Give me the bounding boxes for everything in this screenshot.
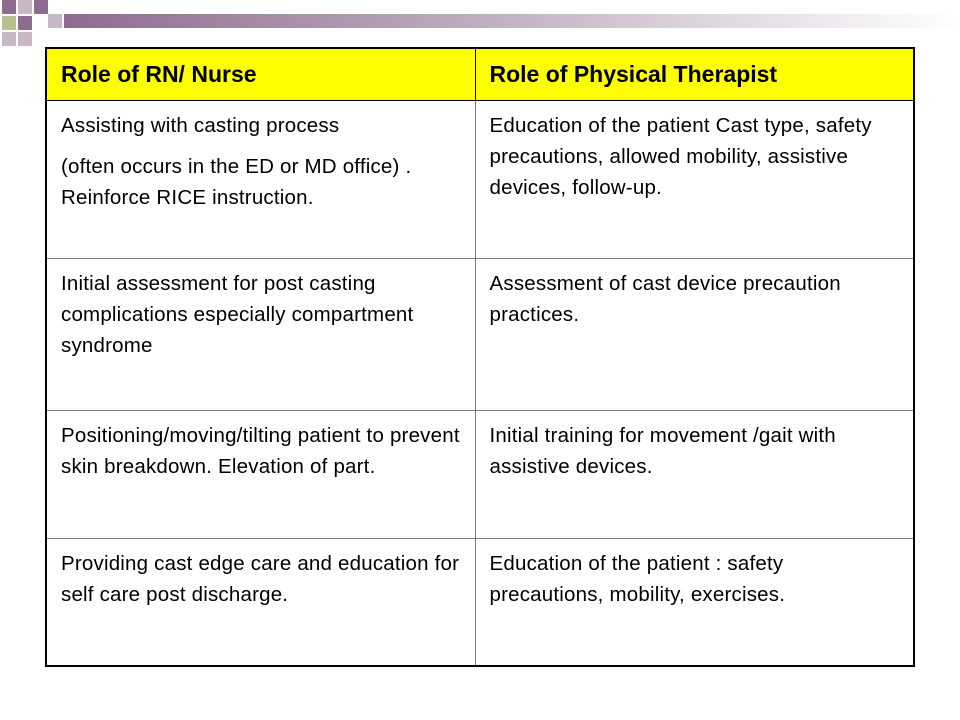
pt-cell [475, 539, 914, 667]
cell-text: Initial training for movement /gait with assistive devices. [489, 424, 836, 478]
nurse-cell [46, 101, 475, 259]
decor-square [34, 0, 48, 14]
cell-text: Education of the patient Cast type, safety precautions, allowed mobility, assistive devices, follow-up. [489, 114, 872, 199]
table-row [46, 259, 914, 411]
decor-square [2, 16, 16, 30]
nurse-cell [46, 539, 475, 667]
cell-text: Assessment of cast device precaution practices. [489, 272, 841, 326]
cell-text: Assisting with casting process [61, 114, 340, 137]
decor-square [2, 0, 16, 14]
pt-cell [475, 101, 914, 259]
nurse-cell [46, 411, 475, 539]
roles-comparison-table [45, 47, 915, 667]
title-accent-bar [64, 14, 960, 28]
pt-cell [475, 259, 914, 411]
cell-text: Providing cast edge care and education for self care post discharge. [61, 552, 460, 606]
header-nurse-role: Role of RN/ Nurse [46, 48, 475, 101]
cell-text: Initial assessment for post casting complications especially compartment syndrome [61, 272, 414, 357]
table-row [46, 539, 914, 667]
decor-square [18, 32, 32, 46]
decor-square [2, 32, 16, 46]
decor-square [18, 0, 32, 14]
cell-text: Education of the patient : safety precautions, mobility, exercises. [489, 552, 786, 606]
table-header-row [46, 48, 914, 101]
decor-square [48, 14, 62, 28]
decor-square [18, 16, 32, 30]
table-row [46, 101, 914, 259]
cell-text: (often occurs in the ED or MD office) . Reinforce RICE instruction. [61, 155, 412, 209]
cell-text: Positioning/moving/tilting patient to prevent skin breakdown. Elevation of part. [61, 424, 460, 478]
table-row [46, 411, 914, 539]
nurse-cell [46, 259, 475, 411]
pt-cell [475, 411, 914, 539]
header-pt-role: Role of Physical Therapist [475, 48, 914, 101]
